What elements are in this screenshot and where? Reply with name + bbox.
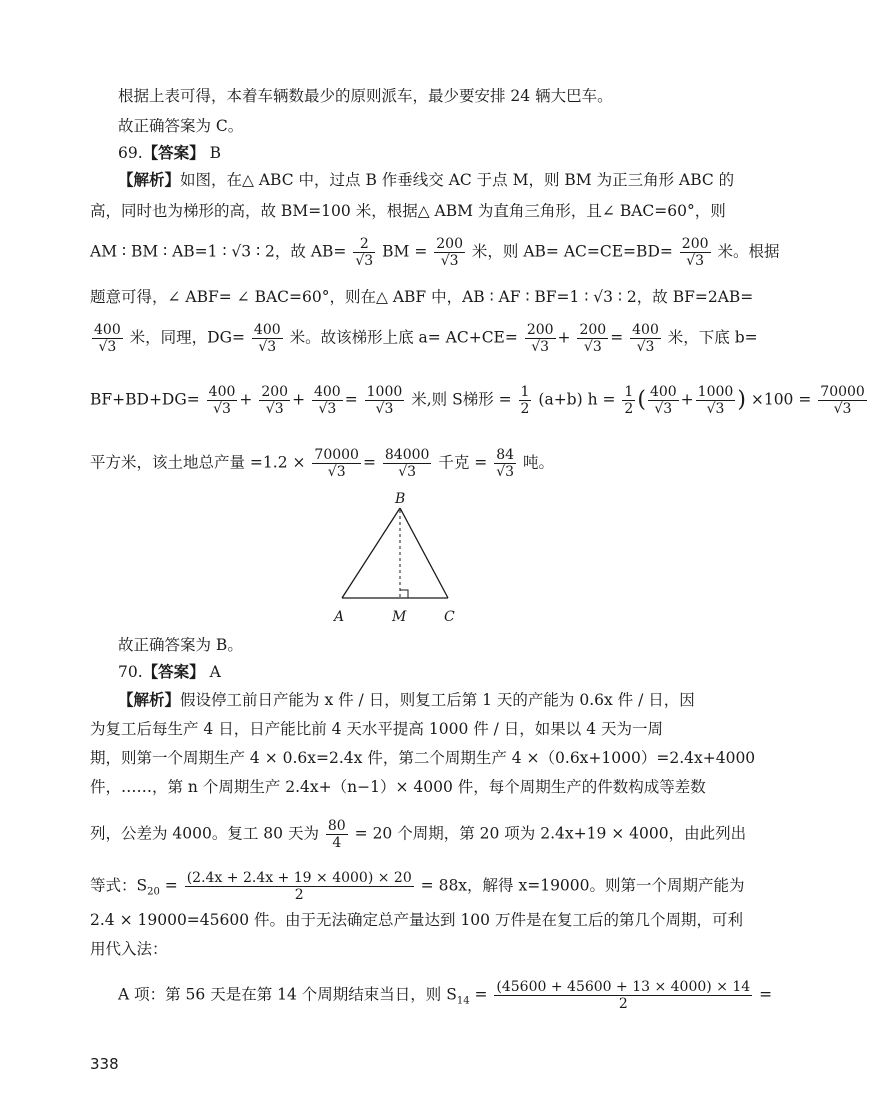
text-line: 【解析】假设停工前日产能为 x 件 / 日，则复工后第 1 天的产能为 0.6x 件 / 日，因 bbox=[118, 690, 695, 709]
text-line: 为复工后每生产 4 日，日产能比前 4 天水平提高 1000 件 / 日，如果以 4 天为一周 bbox=[90, 720, 664, 738]
fraction: $\frac{1000}{√3}$ bbox=[366, 384, 403, 417]
label-m: M bbox=[392, 609, 407, 625]
fraction: $\frac{400}{√3}$ bbox=[649, 384, 677, 417]
answer-70-header: 70.【答案】 A bbox=[118, 662, 221, 681]
text-line: 件，……，第 n 个周期生产 2.4x+（n−1）× 4000 件，每个周期生产的件数构成等差数 bbox=[90, 778, 706, 796]
fraction: $\frac{400}{√3}$ bbox=[94, 322, 121, 355]
fraction: $\frac{(45600 + 45600 + 13 \times 4000) \times 14}{2}$ bbox=[496, 979, 751, 1012]
fraction: $\frac{200}{√3}$ bbox=[436, 236, 463, 269]
fraction: $\frac{84000}{√3}$ bbox=[384, 447, 430, 480]
side-ab bbox=[342, 508, 400, 598]
text-line: 根据上表可得，本着车辆数最少的原则派车，最少要安排 24 辆大巴车。 bbox=[118, 87, 613, 105]
side-bc bbox=[400, 508, 448, 598]
text-line: 等式：$S_{20}$ = $\frac{(2.4x + 2.4x + 19 \times 4000) \times 20}{2}$ = 88x，解得 x=19000。则第一个周期产能为 bbox=[90, 870, 745, 903]
fraction: $\frac{80}{4}$ bbox=[327, 818, 346, 851]
fraction: $\frac{400}{√3}$ bbox=[632, 322, 659, 355]
fraction: $\frac{70000}{√3}$ bbox=[820, 384, 865, 417]
answer-69-header: 69.【答案】 B bbox=[118, 143, 221, 162]
text-line: 故正确答案为 B。 bbox=[118, 636, 243, 654]
label-c: C bbox=[444, 609, 455, 625]
text-line: BF+BD+DG= $\frac{400}{√3}$ + $\frac{200}{√3}$ + $\frac{400}{√3}$ = $\frac{1000}{√3}$ 米,则 S梯形 = $\frac{1}{2}$ (a+b) h = $\frac{1}{2}$ ( $\frac{400}{√3}$ + $\frac{1000}{√3}$ ) ×100 = $\frac{70000}{√3}$ bbox=[90, 384, 865, 417]
text-line: $\frac{400}{√3}$ 米，同理，DG= $\frac{400}{√3}$ 米。故该梯形上底 a= AC+CE= $\frac{200}{√3}$ + $\frac{200}{√3}$ = $\frac{400}{√3}$ 米，下底 b= bbox=[94, 322, 758, 355]
text-line: 【解析】如图，在△ ABC 中，过点 B 作垂线交 AC 于点 M，则 BM 为正三角形 ABC 的 bbox=[118, 170, 735, 189]
text-line: 故正确答案为 C。 bbox=[118, 117, 244, 135]
fraction: $\frac{84}{√3}$ bbox=[496, 447, 515, 480]
text-line: 高，同时也为梯形的高，故 BM=100 米，根据△ ABM 为直角三角形，且∠ BAC=60°，则 bbox=[90, 202, 726, 220]
fraction: $\frac{400}{√3}$ bbox=[313, 384, 341, 417]
fraction: $\frac{1000}{√3}$ bbox=[697, 384, 734, 417]
triangle-diagram bbox=[320, 488, 480, 628]
right-angle-mark bbox=[400, 590, 408, 598]
page-number: 338 bbox=[90, 1055, 119, 1073]
fraction: $\frac{1}{2}$ bbox=[624, 384, 634, 417]
text-line: 列，公差为 4000。复工 80 天为 $\frac{80}{4}$ = 20 个周期，第 20 项为 2.4x+19 × 4000，由此列出 bbox=[90, 818, 747, 851]
fraction: $\frac{200}{√3}$ bbox=[681, 236, 709, 269]
fraction: $\frac{2}{√3}$ bbox=[355, 236, 374, 269]
label-a: A bbox=[334, 609, 345, 625]
fraction: $\frac{200}{√3}$ bbox=[261, 384, 289, 417]
text-line: 题意可得，∠ ABF= ∠ BAC=60°，则在△ ABF 中，AB ∶ AF ∶ BF=1 ∶ √3 ∶ 2，故 BF=2AB= bbox=[90, 288, 754, 306]
label-b: B bbox=[395, 491, 406, 507]
text-line: 用代入法： bbox=[90, 940, 168, 958]
text-line: A 项：第 56 天是在第 14 个周期结束当日，则 $S_{14}$ = $\frac{(45600 + 45600 + 13 \times 4000) \times 14}{2}$ = bbox=[118, 979, 773, 1012]
text-line: 期，则第一个周期生产 4 × 0.6x=2.4x 件，第二个周期生产 4 ×（0.6x+1000）=2.4x+4000 bbox=[90, 749, 756, 767]
fraction: $\frac{70000}{√3}$ bbox=[314, 447, 359, 480]
text-line: AM ∶ BM ∶ AB=1 ∶ √3 ∶ 2，故 AB= $\frac{2}{√3}$ BM = $\frac{200}{√3}$ 米，则 AB= AC=CE=BD= $\frac{200}{√3}$ 米。根据 bbox=[90, 236, 780, 269]
fraction: $\frac{400}{√3}$ bbox=[253, 322, 281, 355]
fraction: $\frac{200}{√3}$ bbox=[526, 322, 554, 355]
fraction: $\frac{400}{√3}$ bbox=[208, 384, 236, 417]
text-line: 平方米，该土地总产量 =1.2 × $\frac{70000}{√3}$ = $\frac{84000}{√3}$ 千克 = $\frac{84}{√3}$ 吨。 bbox=[90, 447, 555, 480]
fraction: $\frac{200}{√3}$ bbox=[579, 322, 607, 355]
text-line: 2.4 × 19000=45600 件。由于无法确定总产量达到 100 万件是在复工后的第几个周期，可利 bbox=[90, 911, 743, 929]
fraction: $\frac{(2.4x + 2.4x + 19 \times 4000) \times 20}{2}$ bbox=[186, 870, 412, 903]
fraction: $\frac{1}{2}$ bbox=[520, 384, 530, 417]
